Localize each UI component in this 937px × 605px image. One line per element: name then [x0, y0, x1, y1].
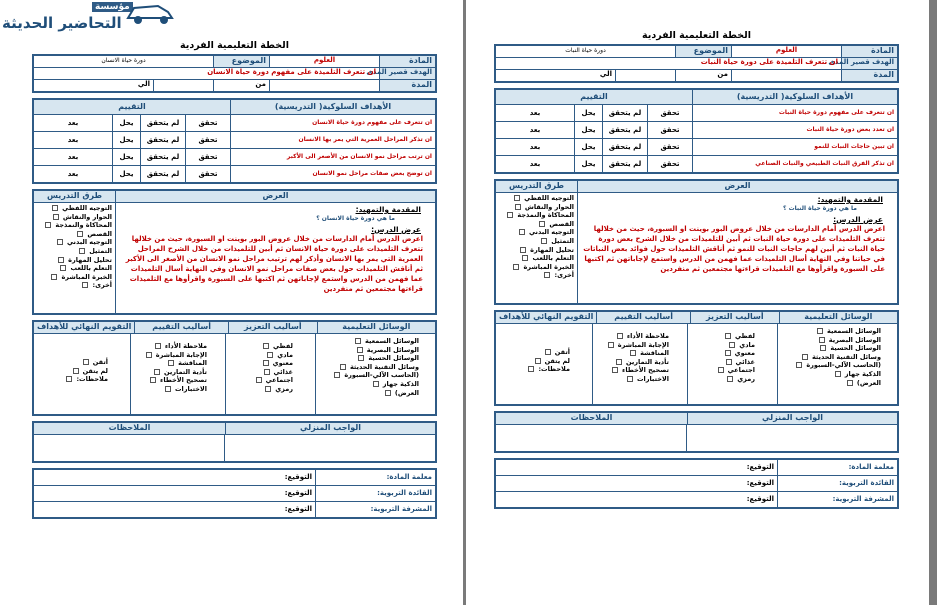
car-icon	[124, 0, 176, 28]
aids-list	[315, 334, 435, 414]
homework-field[interactable]	[686, 425, 897, 451]
supervisor-signature[interactable]: التوقيع:	[746, 495, 774, 503]
method-item[interactable]: أخرى:	[37, 281, 112, 290]
lesson-text: اعرض الدرس أمام الدارسات من خلال عروض البور بوينت او السبورة، حيث من خلالها تتعرف التلميذات على دورة حياة الانسان ثم أبين للتلميذات من خلال الشرح المراحل العمرية التي يمر بها الانسان وأذكر لهم ترتيب مراحل نمو الانسان من الأصغر الى الأكبر ثم أناقش التلميذات حول بعض صفات مراحل نمو الانسان وفي النهاية أسال التلميذات عما فهمن من الدرس واستمع لإجاباتهن ثم اكتبها على السبورة واقرأوها مع التلميذات قراءتها مجتمعين ثم منفردين	[125, 235, 423, 293]
in-progress-cell[interactable]: يحل	[574, 122, 602, 138]
topic-value[interactable]: دورة حياة الانسان	[101, 57, 146, 64]
from-label: من	[213, 80, 269, 91]
subject-label: المادة	[379, 56, 435, 67]
presentation-box	[494, 179, 899, 305]
final-eval-notes: ملاحظات:	[37, 375, 108, 384]
reinforcement-item[interactable]: اجتماعي	[691, 366, 755, 375]
reinforcement-item[interactable]: مادي	[229, 351, 293, 360]
teacher-signature[interactable]: التوقيع:	[284, 473, 312, 481]
reinforcement-item[interactable]: اجتماعي	[229, 376, 293, 385]
plan-sheet	[32, 40, 437, 519]
objective-3: ان تبين حاجات النبات للنمو	[692, 139, 897, 155]
right-page	[466, 0, 929, 605]
aid-item[interactable]: وسائل التقنية الحديثة	[319, 363, 419, 372]
after-cell[interactable]: بعد	[67, 119, 79, 127]
not-achieved-cell[interactable]: لم يتحقق	[602, 122, 647, 138]
method-item[interactable]: التعلم باللعب	[37, 264, 112, 273]
assessment-item[interactable]: الاختبارات	[134, 385, 207, 394]
final-eval-list	[496, 324, 592, 404]
aids-header: الوسائل التعليمية	[779, 312, 897, 323]
reinforcement-header: أساليب التعزيز	[228, 322, 317, 333]
notes-header: الملاحظات	[496, 413, 687, 424]
after-cell[interactable]: بعد	[67, 136, 79, 144]
objective-3: ان ترتب مراحل نمو الانسان من الأصغر الى الأكبر	[230, 149, 435, 165]
method-item[interactable]: أخرى:	[499, 271, 574, 280]
header-box	[32, 54, 437, 93]
plan-sheet	[494, 30, 899, 509]
principal-label: القائدة التربوية:	[315, 486, 435, 501]
not-achieved-cell[interactable]: لم يتحقق	[602, 139, 647, 155]
intro-item: ما هي دورة حياة النبات ؟	[783, 205, 857, 212]
not-achieved-cell[interactable]: لم يتحقق	[602, 156, 647, 172]
method-item[interactable]: التوجيه اللفظي	[499, 194, 574, 203]
notes-header: الملاحظات	[34, 423, 225, 434]
method-item[interactable]: المحاكاة والنمذجة	[37, 221, 112, 230]
achieved-cell[interactable]: تحقق	[647, 122, 692, 138]
after-cell[interactable]: بعد	[529, 160, 541, 168]
goal-value[interactable]: ان تتعرف التلميذة على مفهوم دورة حياة الانسان	[207, 68, 376, 76]
objective-2: ان تذكر المراحل العمرية التي يمر بها الانسان	[230, 132, 435, 148]
method-item[interactable]: تحليل المهارة	[37, 256, 112, 265]
assessment-item[interactable]: الإجابة المباشرة	[134, 351, 207, 360]
intro-heading: المقدمة والتمهيد:	[355, 205, 421, 214]
aid-item[interactable]: الوسائل البصرية	[319, 346, 419, 355]
aid-item[interactable]: الذكية جهاز	[319, 380, 419, 389]
aid-item[interactable]: (الحاسب الآلي-السبورة	[781, 361, 881, 370]
after-cell[interactable]: بعد	[67, 153, 79, 161]
method-item[interactable]: القصص	[499, 220, 574, 229]
reinforcement-item[interactable]: معنوي	[229, 359, 293, 368]
to-label: الي	[599, 70, 612, 78]
evaluation-header: التقييم	[496, 90, 692, 104]
reinforcement-list	[225, 334, 315, 414]
presentation-box	[32, 189, 437, 315]
method-item[interactable]: التوجيه البدني	[499, 228, 574, 237]
goal-label: الهدف قصير المدى	[379, 68, 435, 79]
final-eval-header: التقويم النهائي للأهداف	[34, 322, 134, 333]
aid-item[interactable]: الذكية جهاز	[781, 370, 881, 379]
final-eval-item[interactable]: لم يتقن	[37, 367, 108, 376]
after-cell[interactable]: بعد	[529, 126, 541, 134]
to-label: الي	[137, 80, 150, 88]
method-item[interactable]: تحليل المهارة	[499, 246, 574, 255]
supervisor-signature[interactable]: التوقيع:	[284, 505, 312, 513]
topic-label: الموضوع	[213, 56, 269, 67]
after-cell[interactable]: بعد	[529, 109, 541, 117]
in-progress-cell[interactable]: يحل	[574, 156, 602, 172]
in-progress-cell[interactable]: يحل	[112, 166, 140, 182]
lesson-heading: عرض الدرس:	[371, 225, 421, 234]
notes-field[interactable]	[34, 435, 224, 461]
homework-box	[494, 411, 899, 453]
left-page	[0, 0, 463, 605]
objectives-header: الأهداف السلوكية( التدريسية)	[230, 100, 435, 114]
homework-box	[32, 421, 437, 463]
aids-list	[777, 324, 897, 404]
objective-1: ان تتعرف على مفهوم دورة حياة النبات	[692, 105, 897, 121]
aid-item[interactable]: الوسائل البصرية	[781, 336, 881, 345]
method-item[interactable]: الحوار والنقاش	[499, 203, 574, 212]
methods-header: طرق التدريس	[496, 181, 577, 192]
reinforcement-item[interactable]: لفظي	[691, 332, 755, 341]
logo-main-text: التحاضير الحديثة	[2, 14, 122, 32]
method-item[interactable]: الخبرة المباشرة	[37, 273, 112, 282]
presentation-header: العرض	[577, 181, 897, 192]
assessment-item[interactable]: المناقشة	[134, 359, 207, 368]
teacher-signature[interactable]: التوقيع:	[746, 463, 774, 471]
header-box	[494, 44, 899, 83]
aid-item[interactable]: الوسائل الحسية	[781, 344, 881, 353]
reinforcement-list	[687, 324, 777, 404]
after-cell[interactable]: بعد	[67, 170, 79, 178]
reinforcement-item[interactable]: معنوي	[691, 349, 755, 358]
methods-header: طرق التدريس	[34, 191, 115, 202]
plan-title: الخطة التعليمية الفردية	[642, 30, 751, 41]
intro-heading: المقدمة والتمهيد:	[817, 195, 883, 204]
assessment-item[interactable]: المناقشة	[596, 349, 669, 358]
method-item[interactable]: التمثيل	[37, 247, 112, 256]
logo-top-text: مؤسسة	[92, 2, 133, 12]
principal-label: القائدة التربوية:	[777, 476, 897, 491]
final-eval-list	[34, 334, 130, 414]
reinforcement-item[interactable]: رمزي	[229, 385, 293, 394]
evaluation-header: التقييم	[34, 100, 230, 114]
achieved-cell[interactable]: تحقق	[647, 105, 692, 121]
assessment-item[interactable]: ملاحظة الأداء	[134, 342, 207, 351]
goal-value[interactable]: ان تتعرف التلميذة على دورة حياة النبات	[700, 58, 838, 66]
final-eval-header: التقويم النهائي للأهداف	[496, 312, 596, 323]
aids-box	[32, 320, 437, 416]
assessment-item[interactable]: تصحيح الأخطاء	[134, 376, 207, 385]
assessment-item[interactable]: الإجابة المباشرة	[596, 341, 669, 350]
objective-4: ان توضح بعض صفات مراحل نمو الانسان	[230, 166, 435, 182]
assessment-header: أساليب التقييم	[134, 322, 228, 333]
logo	[2, 0, 182, 40]
method-item[interactable]: التوجيه البدني	[37, 238, 112, 247]
in-progress-cell[interactable]: يحل	[574, 139, 602, 155]
subject-value[interactable]: العلوم	[269, 56, 379, 67]
final-eval-notes: ملاحظات:	[499, 365, 570, 374]
final-eval-item[interactable]: أتقن	[499, 348, 570, 357]
notes-field[interactable]	[496, 425, 686, 451]
objectives-table	[32, 98, 437, 184]
supervisor-label: المشرفة التربوية:	[777, 492, 897, 507]
reinforcement-item[interactable]: مادي	[691, 341, 755, 350]
in-progress-cell[interactable]: يحل	[112, 149, 140, 165]
not-achieved-cell[interactable]: لم يتحقق	[140, 132, 185, 148]
not-achieved-cell[interactable]: لم يتحقق	[140, 149, 185, 165]
duration-label: المدة	[841, 70, 897, 81]
objectives-table	[494, 88, 899, 174]
teacher-label: معلمة المادة:	[777, 460, 897, 475]
objective-4: ان تذكر الفرق النبات الطبيعي والنبات الصناعي	[692, 156, 897, 172]
assessment-item[interactable]: تأدية التمارين	[596, 358, 669, 367]
assessment-item[interactable]: ملاحظة الأداء	[596, 332, 669, 341]
method-item[interactable]: القصص	[37, 230, 112, 239]
assessment-list	[130, 334, 225, 414]
signatures-box	[494, 458, 899, 509]
reinforcement-item[interactable]: لفظي	[229, 342, 293, 351]
objective-1: ان تتعرف على مفهوم دورة حياة الانسان	[230, 115, 435, 131]
from-label: من	[675, 70, 731, 81]
topic-value[interactable]: دورة حياة النبات	[565, 47, 606, 54]
achieved-cell[interactable]: تحقق	[647, 139, 692, 155]
final-eval-item[interactable]: أتقن	[37, 358, 108, 367]
presentation-header: العرض	[115, 191, 435, 202]
plan-title: الخطة التعليمية الفردية	[180, 40, 289, 51]
homework-header: الواجب المنزلي	[225, 423, 435, 434]
reinforcement-item[interactable]: رمزي	[691, 375, 755, 384]
assessment-list	[592, 324, 687, 404]
intro-item: ما هي دورة حياة الانسان ؟	[316, 215, 395, 222]
method-item[interactable]: التوجيه اللفظي	[37, 204, 112, 213]
aid-item[interactable]: وسائل التقنية الحديثة	[781, 353, 881, 362]
aid-item[interactable]: (الحاسب الآلي-السبورة	[319, 371, 419, 380]
duration-label: المدة	[379, 80, 435, 91]
topic-label: الموضوع	[675, 46, 731, 57]
not-achieved-cell[interactable]: لم يتحقق	[140, 166, 185, 182]
method-item[interactable]: المحاكاة والنمذجة	[499, 211, 574, 220]
method-item[interactable]: التمثيل	[499, 237, 574, 246]
teacher-label: معلمة المادة:	[315, 470, 435, 485]
lesson-heading: عرض الدرس:	[833, 215, 883, 224]
in-progress-cell[interactable]: يحل	[574, 105, 602, 121]
methods-list	[496, 193, 577, 303]
aid-item[interactable]: العرض)	[781, 379, 881, 388]
achieved-cell[interactable]: تحقق	[185, 149, 230, 165]
achieved-cell[interactable]: تحقق	[185, 115, 230, 131]
assessment-header: أساليب التقييم	[596, 312, 690, 323]
supervisor-label: المشرفة التربوية:	[315, 502, 435, 517]
aids-header: الوسائل التعليمية	[317, 322, 435, 333]
assessment-item[interactable]: الاختبارات	[596, 375, 669, 384]
aid-item[interactable]: الوسائل السمعية	[319, 337, 419, 346]
subject-value[interactable]: العلوم	[731, 46, 841, 57]
reinforcement-item[interactable]: غذائي	[229, 368, 293, 377]
aid-item[interactable]: الوسائل الحسية	[319, 354, 419, 363]
homework-header: الواجب المنزلي	[687, 413, 897, 424]
homework-field[interactable]	[224, 435, 435, 461]
aids-box	[494, 310, 899, 406]
reinforcement-item[interactable]: غذائي	[691, 358, 755, 367]
methods-list	[34, 203, 115, 313]
principal-signature[interactable]: التوقيع:	[746, 479, 774, 487]
method-item[interactable]: التعلم باللعب	[499, 254, 574, 263]
assessment-item[interactable]: تصحيح الأخطاء	[596, 366, 669, 375]
aid-item[interactable]: العرض)	[319, 389, 419, 398]
after-cell[interactable]: بعد	[529, 143, 541, 151]
aid-item[interactable]: الوسائل السمعية	[781, 327, 881, 336]
subject-label: المادة	[841, 46, 897, 57]
principal-signature[interactable]: التوقيع:	[284, 489, 312, 497]
achieved-cell[interactable]: تحقق	[647, 156, 692, 172]
objectives-header: الأهداف السلوكية( التدريسية)	[692, 90, 897, 104]
reinforcement-header: أساليب التعزيز	[690, 312, 779, 323]
in-progress-cell[interactable]: يحل	[112, 132, 140, 148]
final-eval-item[interactable]: لم يتقن	[499, 357, 570, 366]
signatures-box	[32, 468, 437, 519]
method-item[interactable]: الخبرة المباشرة	[499, 263, 574, 272]
assessment-item[interactable]: تأدية التمارين	[134, 368, 207, 377]
method-item[interactable]: الحوار والنقاش	[37, 213, 112, 222]
not-achieved-cell[interactable]: لم يتحقق	[602, 105, 647, 121]
in-progress-cell[interactable]: يحل	[112, 115, 140, 131]
achieved-cell[interactable]: تحقق	[185, 132, 230, 148]
goal-label: الهدف قصير المدى	[841, 58, 897, 69]
achieved-cell[interactable]: تحقق	[185, 166, 230, 182]
lesson-text: اعرض الدرس أمام الدارسات من خلال عروض البور بوينت او السبورة، حيث من خلالها تتعرف التلميذات على دورة حياة النبات ثم أبين للتلميذات من خلال الشرح بعض دورة حياة النبات ثم أبين لهم حاجات النبات للنمو ثم أناقش التلميذات حول فوائد بعض النباتات في حياتنا وفي النهاية أسال التلميذات عما فهمن من الدرس واستمع لإجاباتهن ثم اكتبها على السبورة واقرأوها مع التلميذات قراءتها مجتمعين ثم منفردين	[583, 225, 885, 273]
objective-2: ان تعدد بعض دورة حياة النبات	[692, 122, 897, 138]
not-achieved-cell[interactable]: لم يتحقق	[140, 115, 185, 131]
